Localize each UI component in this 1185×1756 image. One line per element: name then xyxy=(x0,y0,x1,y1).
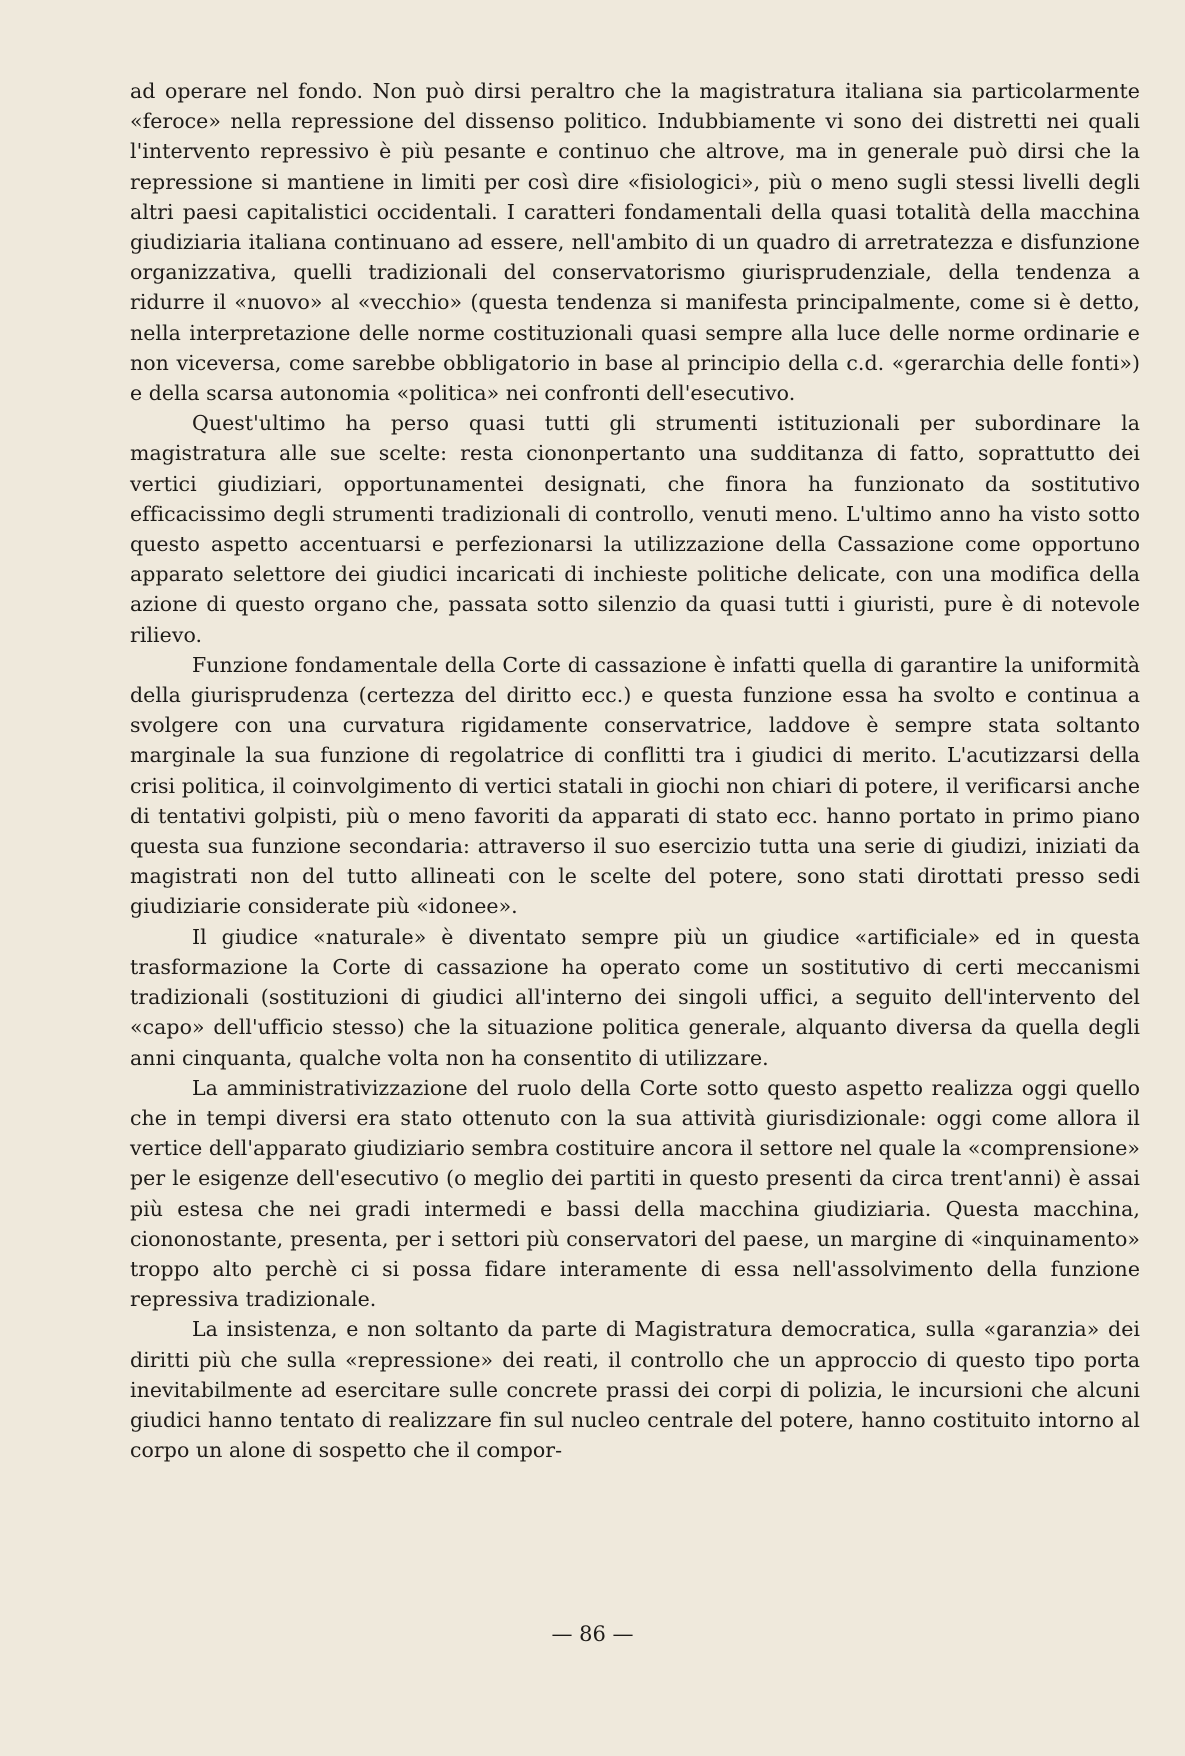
body-text xyxy=(130,76,1140,1465)
paragraph-5: La amministrativizzazione del ruolo della Corte sotto questo aspetto realizza oggi quello che in tempi diversi era stato ottenuto con la sua attività giurisdizionale: oggi come allora il vertice dell'apparato giudiziario sembra costituire ancora il settore nel quale la «comprensione» per le esigenze dell'esecutivo (o meglio dei partiti in questo presenti da circa trent'anni) è assai più estesa che nei gradi intermedi e bassi della macchina giudiziaria. Questa macchina, ciononostante, presenta, per i settori più conservatori del paese, un margine di «inquinamento» troppo alto perchè ci si possa fidare interamente di essa nell'assolvimento della funzione repressiva tradizionale. xyxy=(130,1075,1140,1312)
paragraph-3: Funzione fondamentale della Corte di cassazione è infatti quella di garantire la uniformità della giurisprudenza (certezza del diritto ecc.) e questa funzione essa ha svolto e continua a svolgere con una curvatura rigidamente conservatrice, laddove è sempre stata soltanto marginale la sua funzione di regolatrice di conflitti tra i giudici di merito. L'acutizzarsi della crisi politica, il coinvolgimento di vertici statali in giochi non chiari di potere, il verificarsi anche di tentativi golpisti, più o meno favoriti da apparati di stato ecc. hanno portato in primo piano questa sua funzione secondaria: attraverso il suo esercizio tutta una serie di giudizi, iniziati da magistrati non del tutto allineati con le scelte del potere, sono stati dirottati presso sedi giudiziarie considerate più «idonee». xyxy=(130,652,1140,919)
paragraph-6: La insistenza, e non soltanto da parte di Magistratura democratica, sulla «garanzia» dei diritti più che sulla «repressione» dei reati, il controllo che un approccio di questo tipo porta inevitabilmente ad esercitare sulle concrete prassi dei corpi di polizia, le incursioni che alcuni giudici hanno tentato di realizzare fin sul nucleo centrale del potere, hanno costituito intorno al corpo un alone di sospetto che il compor- xyxy=(130,1317,1140,1463)
paragraph-4: Il giudice «naturale» è diventato sempre più un giudice «artificiale» ed in questa trasformazione la Corte di cassazione ha operato come un sostitutivo di certi meccanismi tradizionali (sostituzioni di giudici all'interno dei singoli uffici, a seguito dell'intervento del «capo» dell'ufficio stesso) che la situazione politica generale, alquanto diversa da quella degli anni cinquanta, qualche volta non ha consentito di utilizzare. xyxy=(130,924,1140,1070)
paragraph-2: Quest'ultimo ha perso quasi tutti gli strumenti istituzionali per subordinare la magistratura alle sue scelte: resta ciononpertanto una sudditanza di fatto, soprattutto dei vertici giudiziari, opportunamentei designati, che finora ha funzionato da sostitutivo efficacissimo degli strumenti tradizionali di controllo, venuti meno. L'ultimo anno ha visto sotto questo aspetto accentuarsi e perfezionarsi la utilizzazione della Cassazione come opportuno apparato selettore dei giudici incaricati di inchieste politiche delicate, con una modifica della azione di questo organo che, passata sotto silenzio da quasi tutti i giuristi, pure è di notevole rilievo. xyxy=(130,411,1140,647)
paragraph-1: ad operare nel fondo. Non può dirsi peraltro che la magistratura italiana sia particolarmente «feroce» nella repressione del dissenso politico. Indubbiamente vi sono dei distretti nei quali l'intervento repressivo è più pesante e continuo che altrove, ma in generale può dirsi che la repressione si mantiene in limiti per così dire «fisiologici», più o meno sugli stessi livelli degli altri paesi capitalistici occidentali. I caratteri fondamentali della quasi totalità della macchina giudiziaria italiana continuano ad essere, nell'ambito di un quadro di arretratezza e disfunzione organizzativa, quelli tradizionali del conservatorismo giurisprudenziale, della tendenza a ridurre il «nuovo» al «vecchio» (questa tendenza si manifesta principalmente, come si è detto, nella interpretazione delle norme costituzionali quasi sempre alla luce delle norme ordinarie e non viceversa, come sarebbe obbligatorio in base al principio della c.d. «gerarchia delle fonti») e della scarsa autonomia «politica» nei confronti dell'esecutivo. xyxy=(130,79,1140,406)
page-number: — 86 — xyxy=(551,1622,634,1646)
